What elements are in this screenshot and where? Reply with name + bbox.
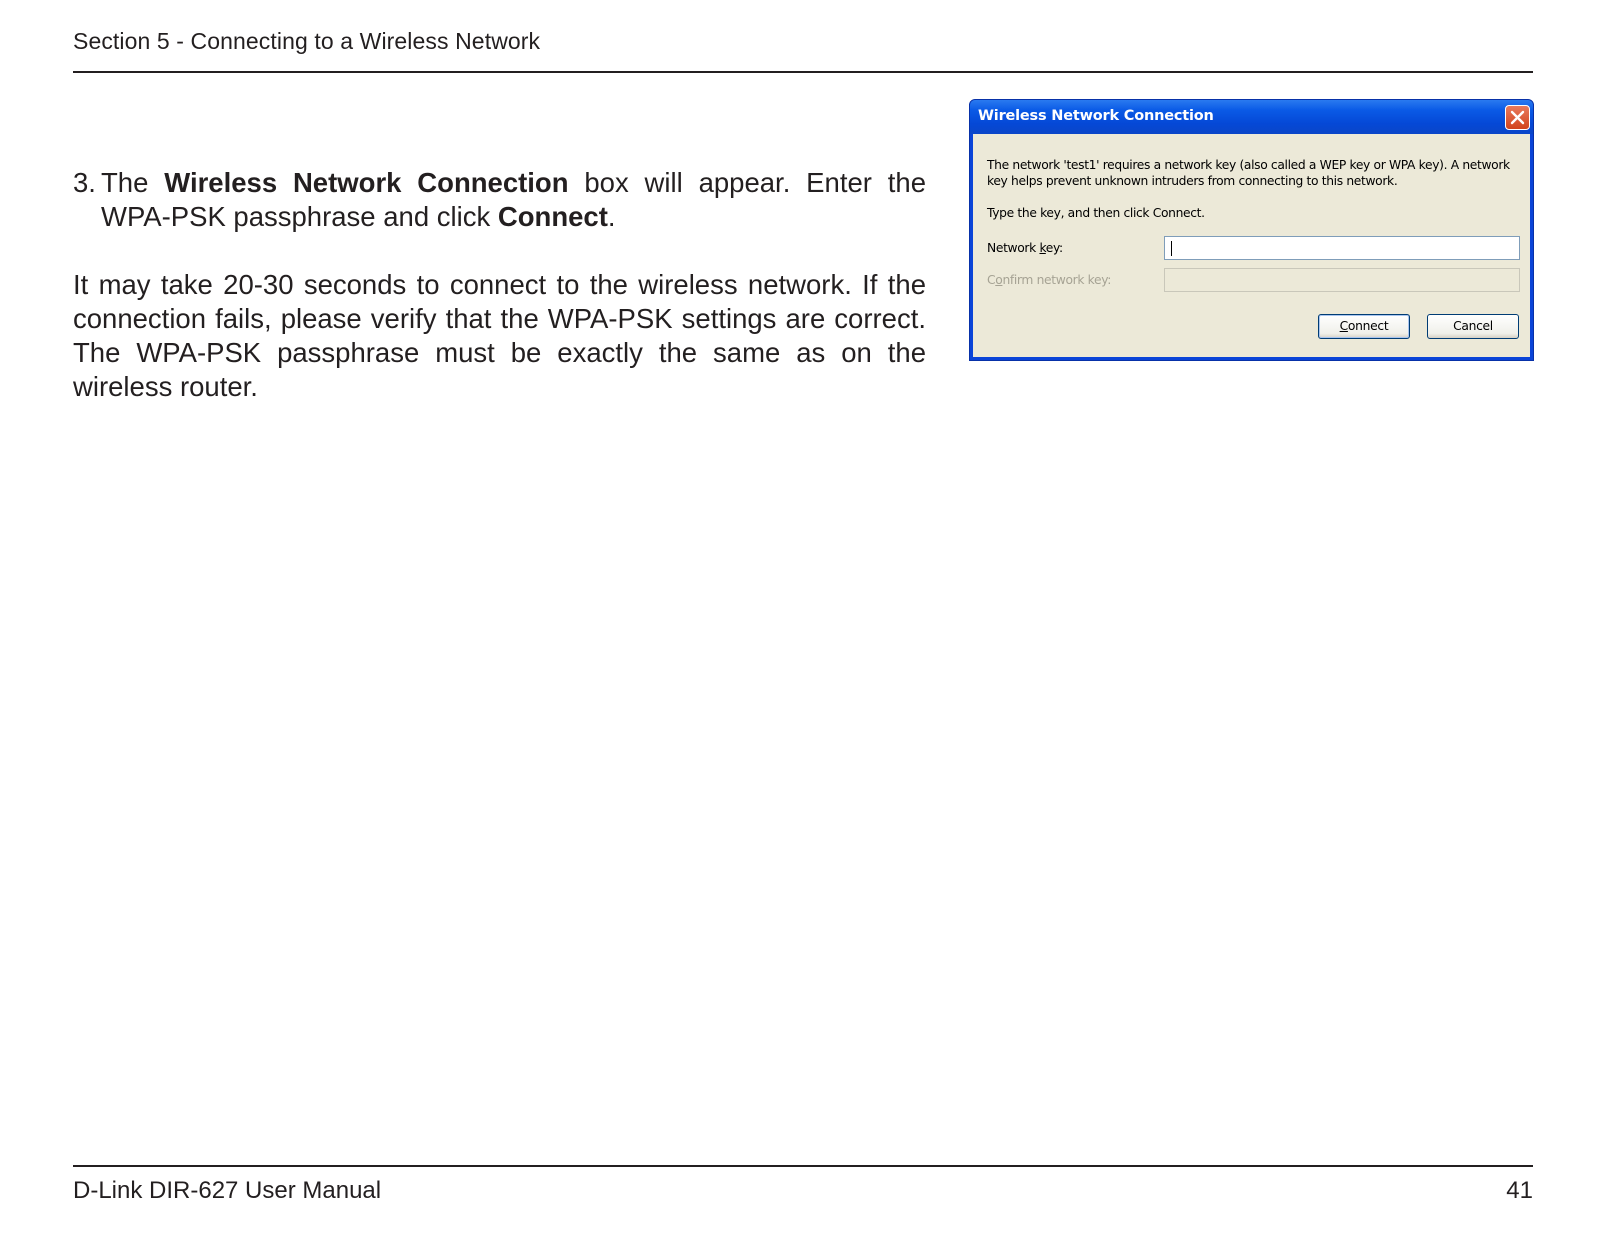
step-text-part: The — [101, 167, 165, 198]
button-label-part: onnect — [1347, 319, 1389, 333]
dialog-client — [973, 134, 1530, 357]
manual-title: D-Link DIR-627 User Manual — [73, 1177, 382, 1204]
text-caret — [1171, 241, 1172, 256]
network-key-input[interactable] — [1164, 236, 1520, 260]
close-button[interactable] — [1505, 105, 1530, 130]
footer-rule — [73, 1165, 1533, 1167]
close-icon — [1510, 110, 1525, 125]
connect-button[interactable] — [1318, 314, 1410, 339]
label-accelerator: k — [1039, 241, 1046, 255]
dialog-message: The network 'test1' requires a network key (also called a WEP key or WPA key). A network key helps prevent unknown intruders from connecting to this network. — [987, 158, 1510, 188]
confirm-network-key-input[interactable] — [1164, 268, 1520, 292]
confirm-network-key-label — [987, 273, 1111, 287]
wireless-network-connection-dialog — [969, 99, 1534, 361]
label-part: C — [987, 273, 996, 287]
network-key-label — [987, 241, 1063, 255]
dialog-titlebar — [970, 100, 1533, 134]
label-part: Network — [987, 241, 1040, 255]
cancel-button[interactable]: Cancel — [1427, 314, 1519, 339]
label-part: nfirm network key: — [1002, 273, 1112, 287]
step-text-part: . — [607, 201, 616, 232]
step-text — [101, 166, 926, 234]
dialog-instruction: Type the key, and then click Connect. — [987, 206, 1205, 220]
connection-note: It may take 20-30 seconds to connect to the wireless network. If the connection fails, please verify that the WPA-PSK settings are correct. The WPA-PSK passphrase must be exactly the same as on the wireless router. — [73, 269, 926, 402]
label-accelerator: o — [995, 273, 1003, 287]
step-3 — [73, 166, 926, 234]
label-part: ey: — [1045, 241, 1063, 255]
page-number: 41 — [1506, 1177, 1533, 1204]
step-text-part: box will appear. Enter the WPA-PSK passphrase and click — [101, 167, 926, 232]
header-rule — [73, 71, 1533, 73]
step-bold-dialog-name: Wireless Network Connection — [164, 167, 569, 198]
section-title: Section 5 - Connecting to a Wireless Network — [73, 28, 541, 54]
step-bold-connect: Connect — [497, 201, 608, 232]
button-accelerator: C — [1339, 319, 1348, 333]
dialog-title: Wireless Network Connection — [978, 108, 1214, 124]
step-number: 3. — [73, 167, 96, 198]
